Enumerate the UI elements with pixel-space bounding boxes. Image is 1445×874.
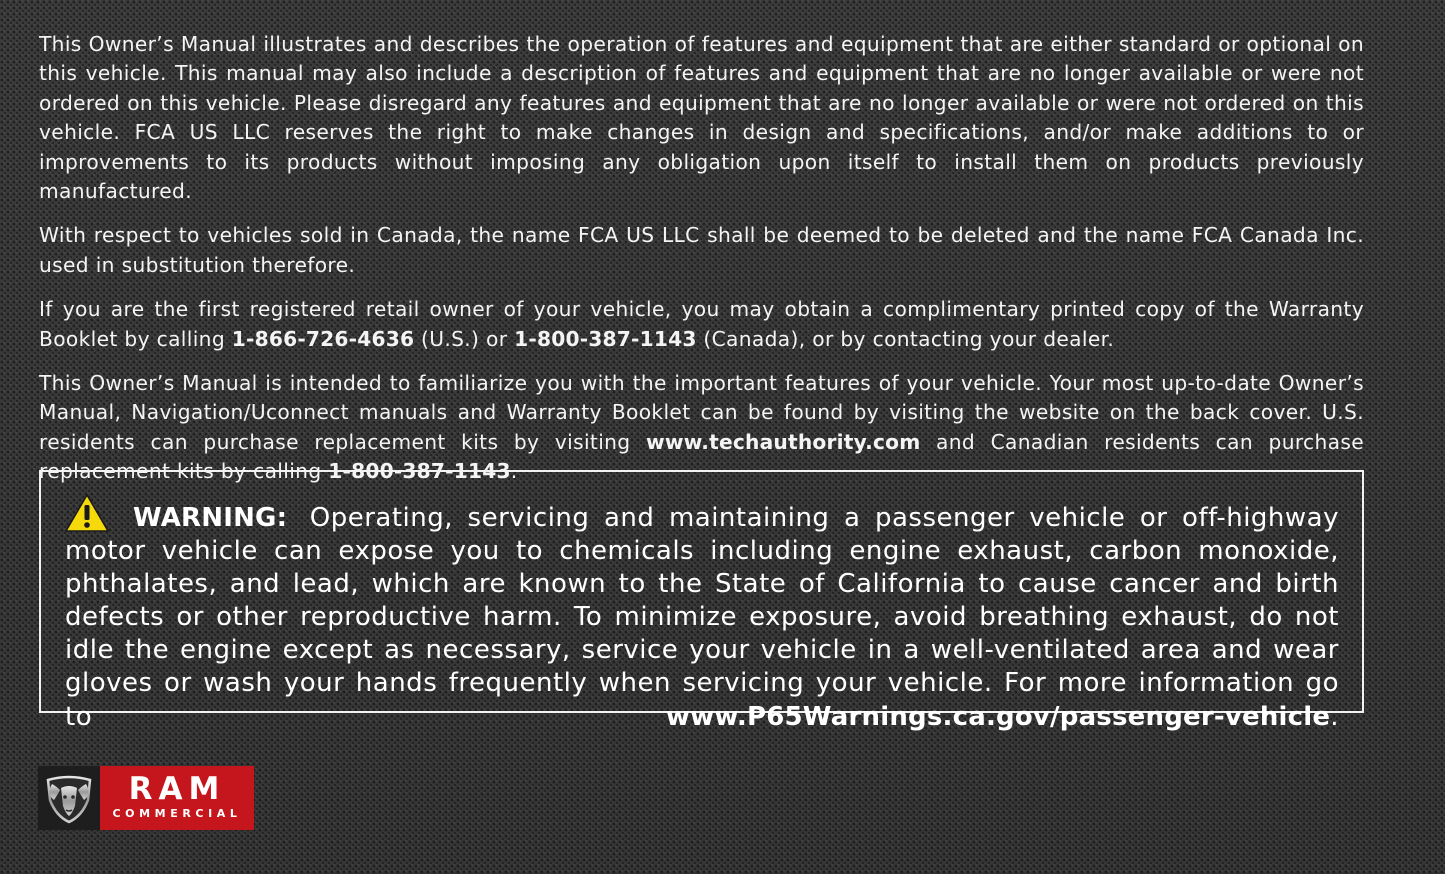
phone-number-us[interactable]: 1-866-726-4636	[231, 326, 415, 351]
logo-sub-text: COMMERCIAL	[112, 807, 242, 820]
disclaimer-paragraphs	[39, 30, 1364, 502]
paragraph-warranty-booklet	[39, 295, 1364, 354]
warning-body: Operating, servicing and maintaining a passenger vehicle or off-highway motor vehicle can expose you to chemicals including engine exhaust, carbon monoxide, phthalates, and lead, which are known to the State of California to cause cancer and birth defects or other reproductive harm. To minimize exposure, avoid breathing exhaust, do not idle the engine except as necessary, service your vehicle in a well-ventilated area and wear gloves or wash your hands frequently when servicing your vehicle. For more information go to	[65, 503, 1339, 732]
paragraph-text: If you are the first registered retail owner of your vehicle, you may obtain a complimentary printed copy of the Warranty Booklet by calling	[39, 297, 1364, 351]
paragraph-text: .	[510, 459, 518, 484]
paragraph-text: This Owner’s Manual illustrates and describes the operation of features and equipment that are either standard or optional on this vehicle. This manual may also include a description of features and equipment that are no longer available or were not ordered on this vehicle. Please disregard any features and equipment that are no longer available or were not ordered on this vehicle. FCA US LLC reserves the right to make changes in design and specifications, and/or make additions to or improvements to its products without imposing any obligation upon itself to install them on products previously manufactured.	[39, 32, 1364, 204]
paragraph-text: (Canada), or by contacting your dealer.	[696, 326, 1115, 351]
ram-commercial-badge	[100, 766, 254, 830]
phone-number-canada[interactable]: 1-800-387-1143	[514, 326, 697, 351]
paragraph-features-disclaimer	[39, 30, 1364, 206]
ram-head-icon	[38, 766, 100, 830]
phone-number-canada-kits[interactable]: 1-800-387-1143	[328, 459, 511, 484]
paragraph-canada-notice	[39, 221, 1364, 280]
paragraph-text: With respect to vehicles sold in Canada, the name FCA US LLC shall be deemed to be deleted and the name FCA Canada Inc. used in substitution therefore.	[39, 223, 1364, 277]
warning-end: .	[1330, 701, 1339, 732]
prop65-warning-box	[39, 470, 1364, 732]
logo-brand-text: RAM	[128, 771, 226, 807]
paragraph-text: (U.S.) or	[414, 326, 515, 351]
warning-label: WARNING:	[133, 503, 288, 533]
techauthority-link[interactable]: www.techauthority.com	[646, 429, 921, 454]
warning-text-block	[65, 494, 1339, 734]
p65warnings-link[interactable]: www.P65Warnings.ca.gov/passenger-vehicle	[665, 701, 1331, 732]
warning-triangle-icon	[65, 494, 109, 532]
ram-commercial-logo	[38, 766, 254, 830]
paragraph-text: This Owner’s Manual is intended to familiarize you with the important features of your vehicle. Your most up-to-date Owner’s Manual, Navigation/Uconnect manuals and Warranty Booklet can be found by visiting the website on the back cover. U.S. residents can purchase replacement kits by visiting	[39, 371, 1364, 454]
paragraph-text: and Canadian residents can purchase replacement kits by calling	[39, 429, 1364, 484]
